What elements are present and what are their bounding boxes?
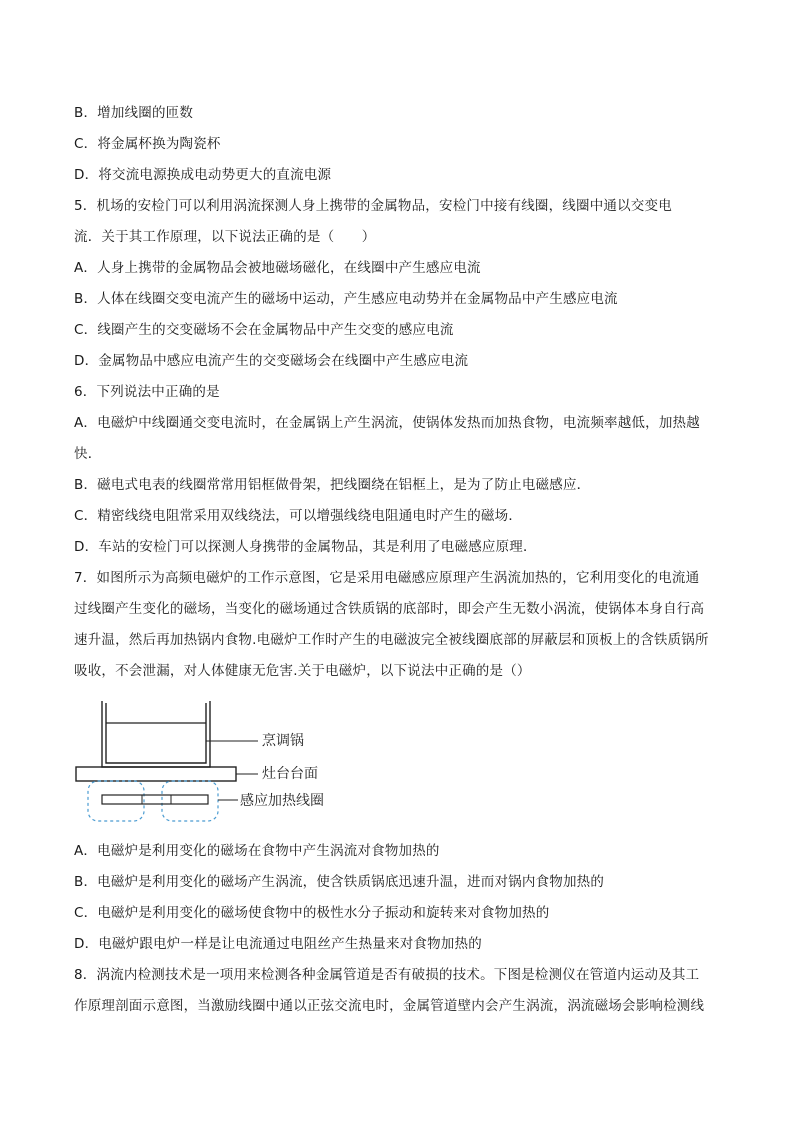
question-7-stem-cont: 速升温，然后再加热锅内食物.电磁炉工作时产生的电磁波完全被线圈底部的屏蔽层和顶板上的含铁质锅所 — [74, 632, 709, 648]
question-8-stem: 8．涡流内检测技术是一项用来检测各种金属管道是否有破损的技术。下图是检测仪在管道内运动及其工 — [74, 967, 700, 983]
text-line: D．将交流电源换成电动势更大的直流电源 — [74, 167, 332, 183]
coil-field-left — [88, 781, 144, 821]
question-5-stem-cont: 流．关于其工作原理，以下说法正确的是（ ） — [74, 229, 376, 245]
pot-label: 烹调锅 — [262, 733, 304, 749]
q5-option-b: B．人体在线圈交变电流产生的磁场中运动，产生感应电动势并在金属物品中产生感应电流 — [74, 291, 618, 307]
q6-option-d: D．车站的安检门可以探测人身携带的金属物品，其是利用了电磁感应原理． — [74, 539, 537, 555]
question-7-stem: 7．如图所示为高频电磁炉的工作示意图，它是采用电磁感应原理产生涡流加热的，它利用变化的电流通 — [74, 570, 700, 586]
cooking-pot — [102, 701, 210, 767]
q5-option-a: A．人身上携带的金属物品会被地磁场磁化，在线圈中产生感应电流 — [74, 260, 481, 276]
question-5-stem: 5．机场的安检门可以利用涡流探测人身上携带的金属物品，安检门中接有线圈，线圈中通以交变电 — [74, 198, 672, 214]
q6-option-b: B．磁电式电表的线圈常常用铝框做骨架，把线圈绕在铝框上，是为了防止电磁感应． — [74, 477, 591, 493]
question-7-stem-cont: 过线圈产生变化的磁场，当变化的磁场通过含铁质锅的底部时，即会产生无数小涡流，使锅体本身自行高 — [74, 601, 705, 617]
q5-option-d: D．金属物品中感应电流产生的交变磁场会在线圈中产生感应电流 — [74, 353, 469, 369]
q7-option-a: A．电磁炉是利用变化的磁场在食物中产生涡流对食物加热的 — [74, 843, 440, 859]
stove-top — [76, 767, 236, 781]
text-line: B．增加线圈的匝数 — [74, 105, 194, 121]
q7-option-d: D．电磁炉跟电炉一样是让电流通过电阻丝产生热量来对食物加热的 — [74, 936, 482, 952]
stove-label: 灶台台面 — [262, 766, 318, 782]
q5-option-c: C．线圈产生的交变磁场不会在金属物品中产生交变的感应电流 — [74, 322, 454, 338]
induction-cooker-diagram — [72, 697, 372, 827]
q6-option-c: C．精密线绕电阻常采用双线绕法，可以增强线绕电阻通电时产生的磁场． — [74, 508, 523, 524]
q7-option-c: C．电磁炉是利用变化的磁场使食物中的极性水分子振动和旋转来对食物加热的 — [74, 905, 550, 921]
question-7-stem-cont: 吸收，不会泄漏，对人体健康无危害.关于电磁炉，以下说法中正确的是（） — [74, 663, 531, 679]
heating-coil — [102, 795, 208, 804]
q6-option-a-cont: 快． — [74, 446, 102, 462]
q7-option-b: B．电磁炉是利用变化的磁场产生涡流，使含铁质锅底迅速升温，进而对锅内食物加热的 — [74, 874, 605, 890]
coil-label: 感应加热线圈 — [240, 793, 324, 809]
question-8-stem-cont: 作原理剖面示意图，当激励线圈中通以正弦交流电时，金属管道壁内会产生涡流，涡流磁场会影响检测线 — [74, 998, 705, 1014]
q6-option-a: A．电磁炉中线圈通交变电流时，在金属锅上产生涡流，使锅体发热而加热食物，电流频率越低，加热越 — [74, 415, 700, 431]
text-line: C．将金属杯换为陶瓷杯 — [74, 136, 221, 152]
coil-field-right — [162, 781, 218, 821]
question-6-stem: 6．下列说法中正确的是 — [74, 384, 220, 400]
